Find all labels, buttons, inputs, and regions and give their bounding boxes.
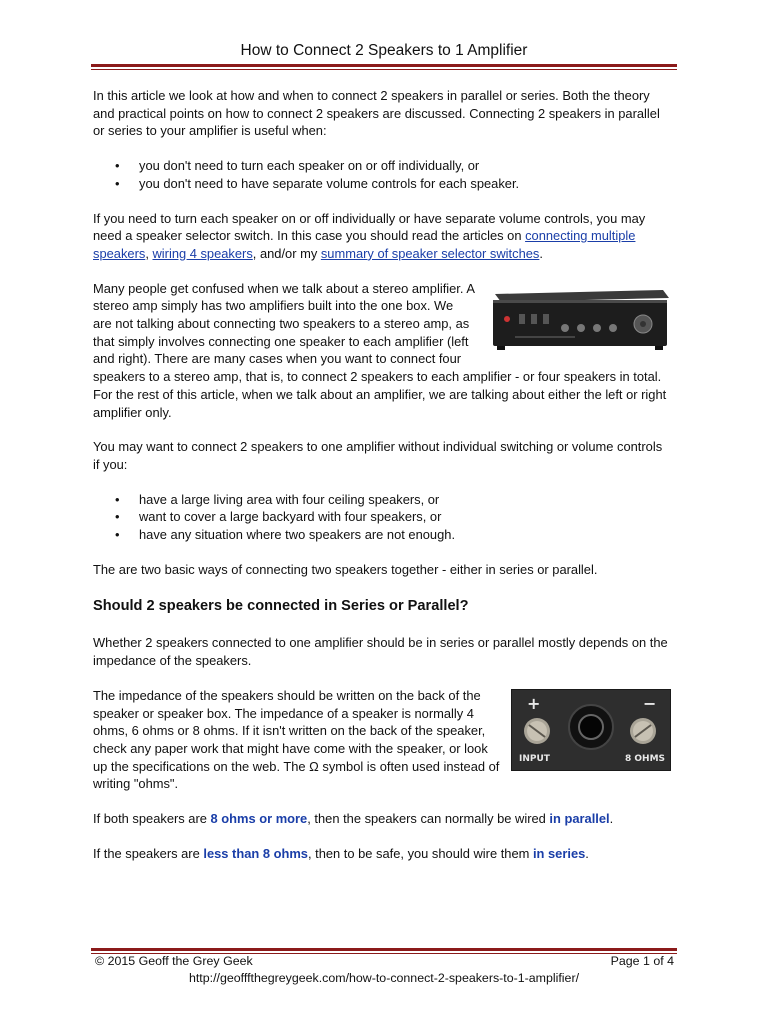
footer-page-number: Page 1 of 4 [610, 954, 674, 968]
series-paragraph: If the speakers are less than 8 ohms, then to be safe, you should wire them in series. [93, 845, 589, 861]
less-than-eight-ohms-text: less than 8 ohms [203, 845, 308, 861]
parallel-paragraph: If both speakers are 8 ohms or more, then the speakers can normally be wired in parallel. [93, 811, 614, 827]
speaker-terminal-image [511, 689, 671, 771]
stereo-paragraph: Many people get confused when we talk about a stereo amplifier. A stereo amp simply has two amplifiers built into the one box. We are not talking about connecting two speakers to a stereo amp, as that simply involves connecting one speaker to each amplifier (left and right). There are many cases when you want to connect four speakers to a stereo amp, that is, to connect 2 speakers to each amplifier - or four speakers in total. For the rest of this article, when we talk about an amplifier, we are talking about either the left or right amplifier only. [93, 280, 671, 422]
impedance-paragraph: + − INPUT 8 OHMS The impedance of the speakers should be written on the back of the speaker or speaker box. The impedance of a speaker is normally 4 ohms, 6 ohms or 8 ohms. If it isn't written on the back of the speaker, check any paper work that might have come with the speaker, or look up the specifications on the web. The Ω symbol is often used instead of writing "ohms". [93, 687, 671, 793]
plus-label: + [527, 693, 541, 713]
footer-url: http://geofffthegreygeek.com/how-to-connect-2-speakers-to-1-amplifier/ [188, 971, 580, 985]
link-connecting-multiple-speakers[interactable]: connecting multiple speakers [93, 228, 636, 261]
stereo-amplifier-image [485, 284, 671, 356]
eight-ohms-or-more-text: 8 ohms or more [210, 811, 308, 827]
intro-bullet-list [93, 157, 671, 192]
list-item: • you don't need to turn each speaker on or off individually, or [93, 157, 671, 175]
ohms-label: 8 OHMS [625, 753, 666, 764]
link-speaker-selector-switches[interactable]: summary of speaker selector switches [320, 245, 540, 261]
reasons-paragraph: You may want to connect 2 speakers to one amplifier without individual switching or volume controls if you: [93, 439, 663, 472]
intro-paragraph: In this article we look at how and when to connect 2 speakers in parallel or series. Both the theory and practical points on how to connect 2 speakers are discussed. Connecting 2 speakers in parallel or series to your amplifier is useful when: [93, 88, 660, 139]
article-body [93, 87, 671, 880]
list-item: • want to cover a large backyard with four speakers, or [93, 508, 671, 526]
header-rule [91, 64, 677, 70]
footer-copyright: © 2015 Geoff the Grey Geek [95, 954, 253, 968]
selector-paragraph: If you need to turn each speaker on or off individually or have separate volume controls, you may need a speaker selector switch. In this case you should read the articles on connecting multiple speakers, wiring 4 speakers, and/or my summary of speaker selector switches. [93, 210, 646, 261]
minus-label: − [643, 693, 657, 713]
link-wiring-4-speakers[interactable]: wiring 4 speakers [152, 245, 253, 261]
section-heading: Should 2 speakers be connected in Series or Parallel? [93, 598, 469, 615]
list-item: • have any situation where two speakers are not enough. [93, 526, 671, 544]
list-item: • have a large living area with four ceiling speakers, or [93, 491, 671, 509]
list-item: • you don't need to have separate volume controls for each speaker. [93, 175, 671, 193]
in-parallel-text: in parallel [549, 811, 610, 827]
ways-paragraph: The are two basic ways of connecting two speakers together - either in series or parallel. [93, 561, 598, 577]
reasons-bullet-list [93, 491, 671, 544]
impedance-intro-paragraph: Whether 2 speakers connected to one amplifier should be in series or parallel mostly depends on the impedance of the speakers. [93, 635, 668, 669]
input-label: INPUT [519, 753, 550, 764]
in-series-text: in series [532, 845, 586, 861]
page-title: How to Connect 2 Speakers to 1 Amplifier [240, 42, 528, 59]
